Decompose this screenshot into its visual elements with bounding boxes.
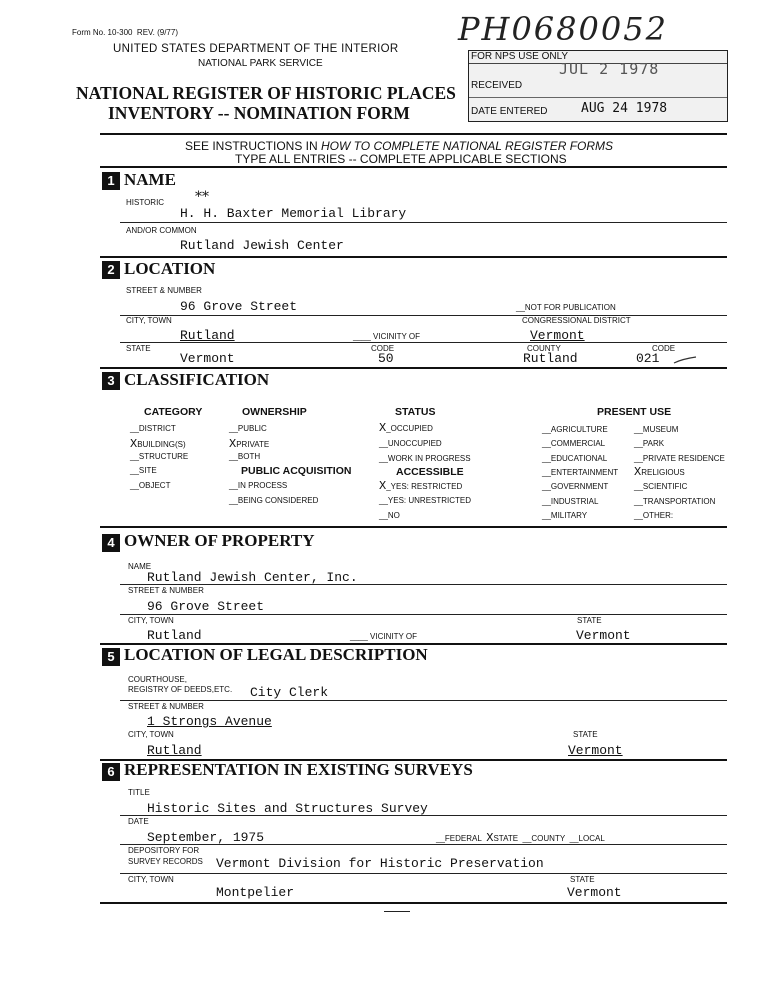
location-state-label: STATE xyxy=(126,344,151,353)
use-industrial: __INDUSTRIAL xyxy=(542,497,599,506)
section-4-number: 4 xyxy=(102,534,120,552)
owner-city: Rutland xyxy=(147,628,202,643)
congressional-district-label: CONGRESSIONAL DISTRICT xyxy=(522,316,631,325)
location-vicinity: ____ VICINITY OF xyxy=(353,332,420,341)
nps-box-label: FOR NPS USE ONLY xyxy=(471,51,569,62)
accessible-unrestricted: __YES: UNRESTRICTED xyxy=(379,496,472,505)
historic-handwritten-mark: ** xyxy=(195,189,209,205)
section-2-title: LOCATION xyxy=(124,259,216,278)
historic-label: HISTORIC xyxy=(126,198,165,207)
section-3-number: 3 xyxy=(102,372,120,390)
accessible-heading: ACCESSIBLE xyxy=(396,466,464,478)
common-name-label: AND/OR COMMON xyxy=(126,226,197,235)
nps-use-only-box xyxy=(468,50,728,122)
received-stamp: JUL 2 1978 xyxy=(559,60,660,78)
department-name: UNITED STATES DEPARTMENT OF THE INTERIOR xyxy=(113,43,399,55)
survey-date: September, 1975 xyxy=(147,830,265,845)
use-government: __GOVERNMENT xyxy=(542,482,609,491)
survey-records-label: SURVEY RECORDS xyxy=(128,857,203,866)
legal-state: Vermont xyxy=(568,743,623,758)
registry-label: REGISTRY OF DEEDS,ETC. xyxy=(128,685,233,694)
survey-level: __FEDERAL XSTATE __COUNTY __LOCAL xyxy=(436,831,605,845)
location-street-label: STREET & NUMBER xyxy=(126,286,202,295)
use-scientific: __SCIENTIFIC xyxy=(634,482,688,491)
status-work-in-progress: __WORK IN PROGRESS xyxy=(379,454,471,463)
status-heading: STATUS xyxy=(395,406,436,418)
use-museum: __MUSEUM xyxy=(634,425,679,434)
form-title-line2: INVENTORY -- NOMINATION FORM xyxy=(108,103,410,123)
owner-state-label: STATE xyxy=(577,616,602,625)
present-use-heading: PRESENT USE xyxy=(597,406,672,418)
owner-vicinity: ____ VICINITY OF xyxy=(350,632,417,641)
accessible-no: __NO xyxy=(379,511,400,520)
owner-city-label: CITY, TOWN xyxy=(128,616,174,625)
use-private-residence: __PRIVATE RESIDENCE xyxy=(634,454,725,463)
use-park: __PARK xyxy=(634,439,665,448)
accessible-restricted: X_YES: RESTRICTED xyxy=(379,479,463,493)
section-3-title: CLASSIFICATION xyxy=(124,370,270,389)
category-district: __DISTRICT xyxy=(130,424,176,433)
county-code: 021 xyxy=(636,351,660,366)
public-acquisition-heading: PUBLIC ACQUISITION xyxy=(241,465,352,477)
owner-name-label: NAME xyxy=(128,562,152,571)
owner-street: 96 Grove Street xyxy=(147,599,265,614)
ownership-public: __PUBLIC xyxy=(229,424,267,433)
county: Rutland xyxy=(523,351,578,366)
section-1-title: NAME xyxy=(124,170,176,189)
use-religious: XRELIGIOUS xyxy=(634,465,685,479)
section-6-number: 6 xyxy=(102,763,120,781)
category-object: __OBJECT xyxy=(130,481,171,490)
category-buildings: XBUILDING(S) xyxy=(130,437,186,451)
location-city: Rutland xyxy=(180,328,235,343)
category-structure: __STRUCTURE xyxy=(130,452,189,461)
handwritten-reference-number: PH0680052 xyxy=(458,10,668,48)
state-code-label: CODE xyxy=(371,344,395,353)
received-label: RECEIVED xyxy=(471,80,523,91)
survey-state-label: STATE xyxy=(570,875,595,884)
check-mark-icon xyxy=(672,355,698,367)
form-number: Form No. 10-300 REV. (9/77) xyxy=(72,28,178,37)
form-title-line1: NATIONAL REGISTER OF HISTORIC PLACES xyxy=(76,83,456,103)
section-1-number: 1 xyxy=(102,172,120,190)
use-educational: __EDUCATIONAL xyxy=(542,454,608,463)
date-entered-stamp: AUG 24 1978 xyxy=(581,101,668,116)
ownership-both: __BOTH xyxy=(229,452,261,461)
not-for-publication: __NOT FOR PUBLICATION xyxy=(516,303,616,312)
survey-date-label: DATE xyxy=(128,817,149,826)
survey-title: Historic Sites and Structures Survey xyxy=(147,801,428,816)
category-heading: CATEGORY xyxy=(144,406,203,418)
survey-city: Montpelier xyxy=(216,885,295,900)
instructions-line2: TYPE ALL ENTRIES -- COMPLETE APPLICABLE SECTIONS xyxy=(235,152,567,166)
depository-label: DEPOSITORY FOR xyxy=(128,846,200,855)
use-commercial: __COMMERCIAL xyxy=(542,439,606,448)
legal-city-label: CITY, TOWN xyxy=(128,730,174,739)
common-name: Rutland Jewish Center xyxy=(180,238,344,253)
status-occupied: X_OCCUPIED xyxy=(379,421,433,435)
category-site: __SITE xyxy=(130,466,157,475)
service-name: NATIONAL PARK SERVICE xyxy=(198,58,323,69)
courthouse: City Clerk xyxy=(250,685,329,700)
acquisition-being-considered: __BEING CONSIDERED xyxy=(229,496,319,505)
legal-street-label: STREET & NUMBER xyxy=(128,702,204,711)
section-4-title: OWNER OF PROPERTY xyxy=(124,531,315,550)
use-other: __OTHER: xyxy=(634,511,674,520)
status-unoccupied: __UNOCCUPIED xyxy=(379,439,442,448)
county-label: COUNTY xyxy=(527,344,561,353)
legal-state-label: STATE xyxy=(573,730,598,739)
survey-title-label: TITLE xyxy=(128,788,150,797)
location-city-label: CITY, TOWN xyxy=(126,316,172,325)
use-entertainment: __ENTERTAINMENT xyxy=(542,468,619,477)
date-entered-label: DATE ENTERED xyxy=(471,106,548,117)
congressional-district: Vermont xyxy=(530,328,585,343)
county-code-label: CODE xyxy=(652,344,676,353)
section-5-number: 5 xyxy=(102,648,120,666)
use-agriculture: __AGRICULTURE xyxy=(542,425,608,434)
legal-street: 1 Strongs Avenue xyxy=(147,714,272,729)
survey-city-label: CITY, TOWN xyxy=(128,875,174,884)
owner-street-label: STREET & NUMBER xyxy=(128,586,204,595)
owner-state: Vermont xyxy=(576,628,631,643)
acquisition-in-process: __IN PROCESS xyxy=(229,481,288,490)
ownership-private: XPRIVATE xyxy=(229,437,270,451)
depository: Vermont Division for Historic Preservation xyxy=(216,856,544,871)
survey-state: Vermont xyxy=(567,885,622,900)
courthouse-label: COURTHOUSE, xyxy=(128,675,187,684)
location-state: Vermont xyxy=(180,351,235,366)
ownership-heading: OWNERSHIP xyxy=(242,406,307,418)
historic-name: H. H. Baxter Memorial Library xyxy=(180,206,407,221)
state-code: 50 xyxy=(378,351,394,366)
instructions-line1: SEE INSTRUCTIONS IN HOW TO COMPLETE NATIONAL REGISTER FORMS xyxy=(185,139,614,153)
section-5-title: LOCATION OF LEGAL DESCRIPTION xyxy=(124,645,428,664)
section-6-title: REPRESENTATION IN EXISTING SURVEYS xyxy=(124,760,473,779)
use-transportation: __TRANSPORTATION xyxy=(634,497,716,506)
use-military: __MILITARY xyxy=(542,511,588,520)
location-street: 96 Grove Street xyxy=(180,299,298,314)
section-2-number: 2 xyxy=(102,261,120,279)
legal-city: Rutland xyxy=(147,743,202,758)
owner-name: Rutland Jewish Center, Inc. xyxy=(147,570,358,585)
